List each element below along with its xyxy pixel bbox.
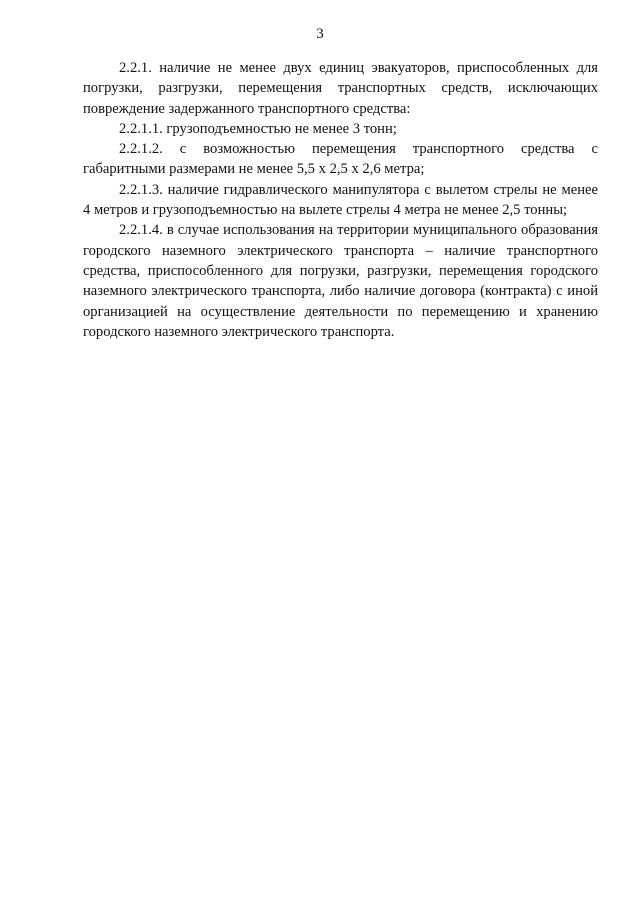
paragraph-2-2-1-3: 2.2.1.3. наличие гидравлического манипулятора с вылетом стрелы не менее 4 метров и грузоподъемностью на вылете стрелы 4 метра не менее 2,5 тонны;: [83, 181, 598, 219]
page-number: 3: [316, 26, 324, 42]
document-body: [83, 58, 598, 342]
paragraph-2-2-1-2: 2.2.1.2. с возможностью перемещения транспортного средства с габаритными размерами не менее 5,5 х 2,5 х 2,6 метра;: [83, 141, 598, 178]
paragraph-2-2-1: 2.2.1. наличие не менее двух единиц эвакуаторов, приспособленных для погрузки, разгрузки, перемещения транспортных средств, исключающих повреждение задержанного транспортного средства:: [83, 60, 598, 117]
paragraph-2-2-1-4: 2.2.1.4. в случае использования на территории муниципального образования городского наземного электрического транспорта – наличие транспортного средства, приспособленного для погрузки, разгрузки, перемещения городского наземного электрического транспорта, либо наличие договора (контракта) с иной организацией на осуществление деятельности по перемещению и хранению городского наземного электрического транспорта.: [83, 222, 598, 340]
paragraph-2-2-1-1: 2.2.1.1. грузоподъемностью не менее 3 тонн;: [119, 120, 397, 137]
